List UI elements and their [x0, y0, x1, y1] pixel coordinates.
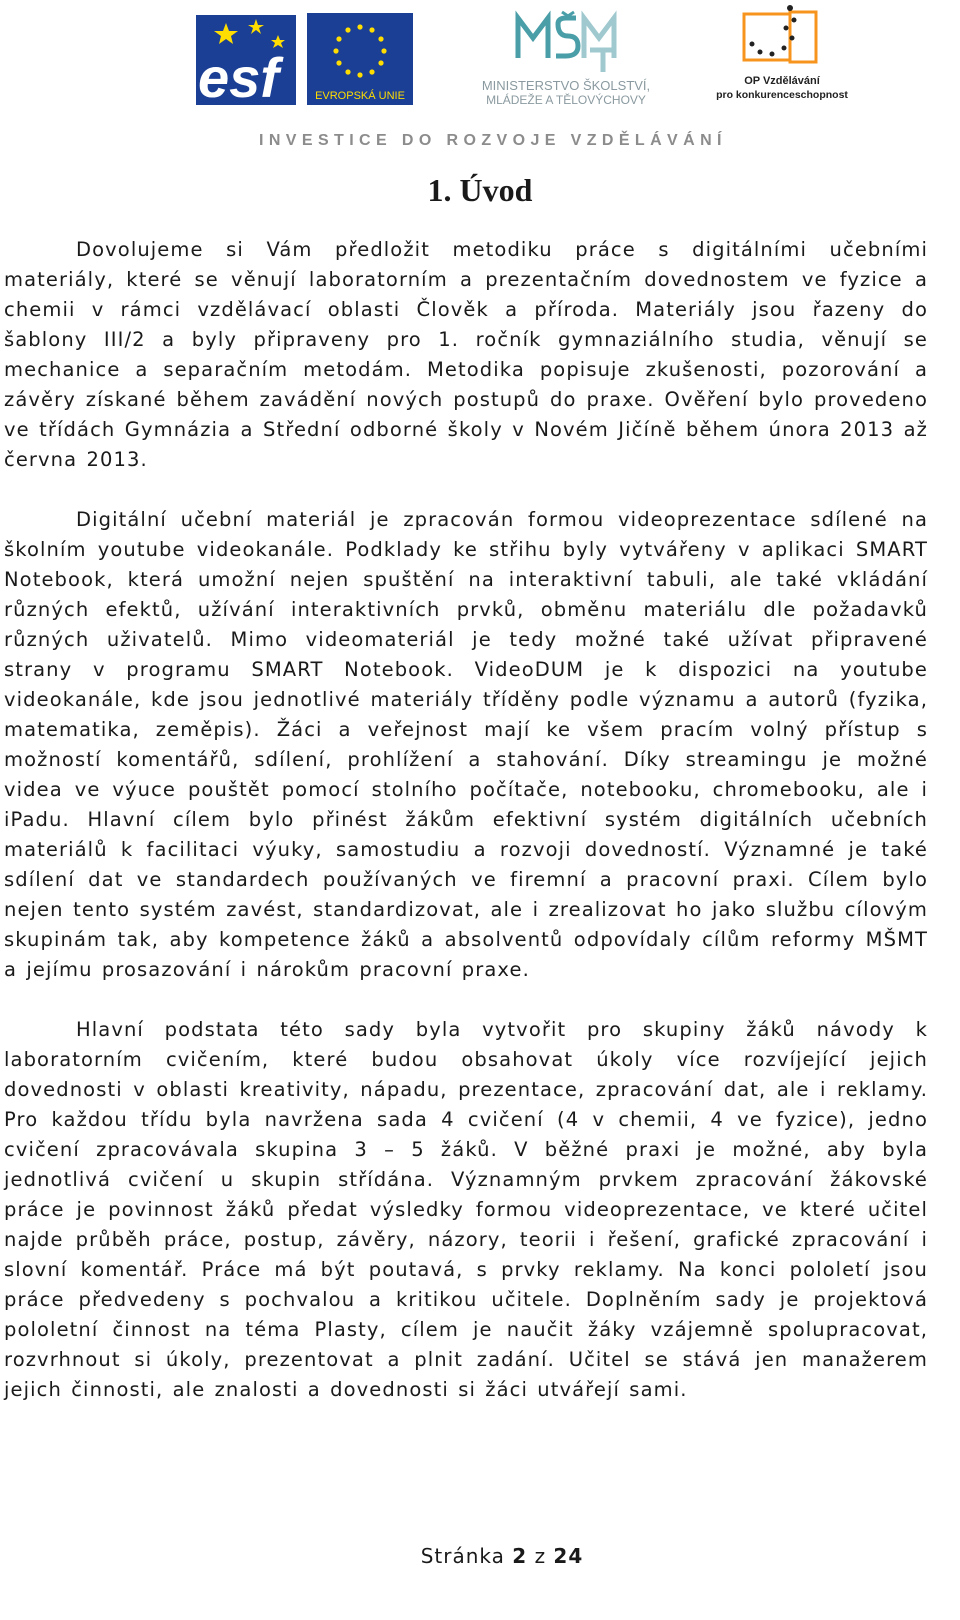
esf-logo-text: esf — [198, 46, 279, 105]
page-header — [0, 0, 960, 160]
total-pages-number: 24 — [553, 1544, 584, 1568]
msmt-logo — [466, 10, 666, 110]
eu-label: EVROPSKÁ UNIE — [315, 90, 405, 102]
header-tagline: INVESTICE DO ROZVOJE VZDĚLÁVÁNÍ — [259, 132, 727, 149]
op-name-line1: OP Vzdělávání — [744, 75, 820, 87]
op-name-line2: pro konkurenceschopnost — [716, 89, 848, 101]
page-of-label: z — [534, 1544, 547, 1568]
page-label: Stránka — [420, 1544, 505, 1568]
current-page-number: 2 — [512, 1544, 528, 1568]
page-footer — [0, 1544, 960, 1568]
body-paragraph: Digitální učební materiál je zpracován formou videoprezentace sdílené na školním youtube videokanále. Podklady ke střihu byly vytvářeny v aplikaci SMART Notebook, která umožní nejen spuštění na interaktivní tabuli, ale také vkládání různých efektů, užívání interaktivních prvků, obměnu materiálu dle požadavků různých uživatelů. Mimo videomateriál je tedy možné také užívat připravené strany v programu SMART Notebook. VideoDUM je k dispozici na youtube videokanále, kde jsou jednotlivé materiály tříděny podle významu a autorů (fyzika, matematika, zeměpis). Žáci a veřejnost mají ke všem pracím volný přístup s možností komentářů, sdílení, prohlížení a stahování. Díky streamingu je možné videa ve výuce pouštět pomocí stolního počítače, notebooku, chromebooku, ale i iPadu. Hlavní cílem bylo přinést žákům efektivní systém digitálních učebních materiálů k facilitaci výuky, samostudiu a rozvoji dovedností. Významné je také sdílení dat ve standardech používaných ve firemní a pracovní praxi. Cílem bylo nejen tento systém zavést, standardizovat, ale i zrealizovat ho jako službu cílovým skupinám tak, aby kompetence žáků a absolventů odpovídaly cílům reformy MŠMT a jejímu prosazování i nárokům pracovní praxe. — [4, 508, 928, 981]
document-body — [4, 235, 928, 1435]
section-heading: 1. Úvod — [427, 172, 533, 208]
body-paragraph: Hlavní podstata této sady byla vytvořit pro skupiny žáků návody k laboratorním cvičením, které budou obsahovat úkoly více rozvíjející jejich dovednosti v oblasti kreativity, nápadu, prezentace, zpracování dat, ale i reklamy. Pro každou třídu byla navržena sada 4 cvičení (4 v chemii, 4 ve fyzice), jedno cvičení zpracovávala skupina 3 – 5 žáků. V běžné praxi je možné, aby byla jednotlivá cvičení u skupin střídána. Významným prvkem zpracování žákovské práce je povinnost žáků předat výsledky formou videoprezentace, ve které učitel najde průběh práce, postup, závěry, názory, teorii i řešení, grafické zpracování i slovní komentář. Práce má být poutavá, s prvky reklamy. Na konci pololetí jsou práce předvedeny s pochvalou a kritikou učitele. Doplněním sady je projektová pololetní činnost na téma Plasty, cílem je naučit žáky vzájemně spolupracovat, rozvrhnout si úkoly, prezentovat a plnit zadání. Učitel se stává jen manažerem jejich činnosti, ale znalosti a dovednosti si žáci utvářejí sami. — [4, 1018, 928, 1401]
esf-logo — [196, 15, 296, 105]
msmt-name-line1: MINISTERSTVO ŠKOLSTVÍ, — [481, 78, 651, 93]
op-vzdelavani-logo — [710, 2, 855, 107]
body-paragraph: Dovolujeme si Vám předložit metodiku práce s digitálními učebními materiály, které se věnují laboratorním a prezentačním dovednostem ve fyzice a chemii v rámci vzdělávací oblasti Člověk a příroda. Materiály jsou řazeny do šablony III/2 a byly připraveny pro 1. ročník gymnaziálního studia, věnují se mechanice a separačním metodám. Metodika popisuje zkušenosti, pozorování a závěry získané během zavádění nových postupů do praxe. Ověření bylo provedeno ve třídách Gymnázia a Střední odborné školy v Novém Jičíně během února 2013 až června 2013. — [4, 238, 928, 471]
msmt-name-line2: MLÁDEŽE A TĚLOVÝCHOVY — [486, 93, 646, 107]
eu-flag-logo — [307, 13, 413, 105]
